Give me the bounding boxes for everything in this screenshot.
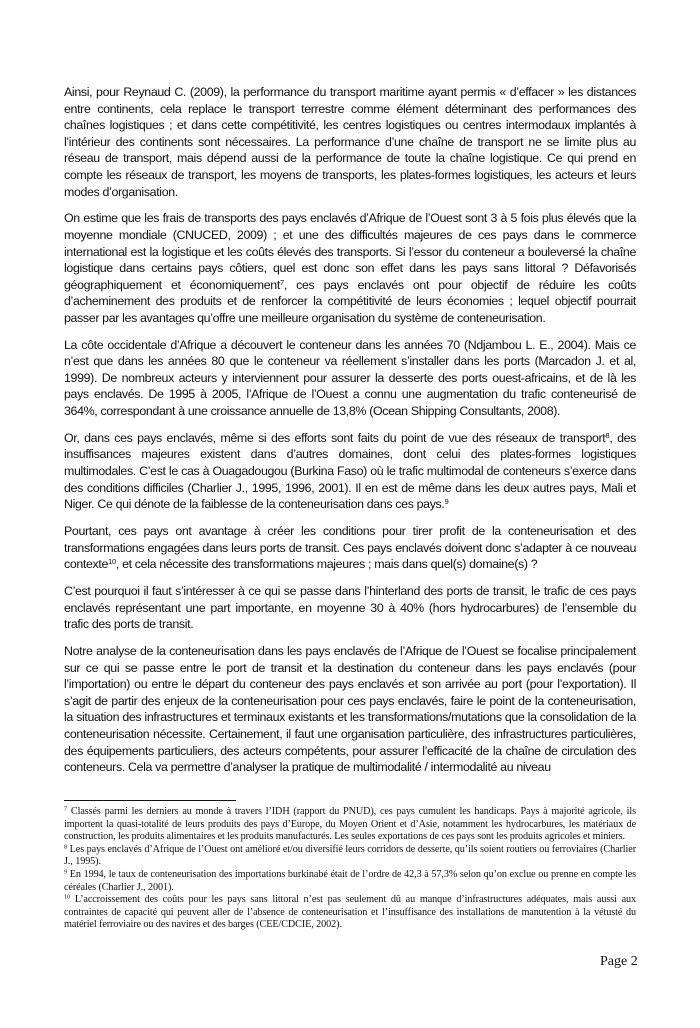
footnote-8 — [64, 844, 636, 869]
paragraph-text: Notre analyse de la conteneurisation dans les pays enclavés de l’Afrique de l’Ouest se focalise principalement sur ce qui se passe entre le port de transit et la destination du conteneur dans les pays enclavés (pour l’importation) ou entre le départ du conteneur des pays enclavés et son arrivée au port (pour l’exportation). Il s’agit de partir des enjeux de la conteneurisation pour ces pays enclavés, faire le point de la conteneurisation, la situation des infrastructures et terminaux existants et les transformations/mutations que la consolidation de la conteneurisation nécessite. Certainement, il faut une organisation particulière, des infrastructures particulières, des équipements particuliers, des acteurs compétents, pour assurer l’efficacité de la chaîne de circulation des conteneurs. Cela va permettre d’analyser la pratique de multimodalité / intermodalité au niveau — [64, 643, 636, 775]
footnote-number: 7 — [64, 805, 68, 813]
body-text — [64, 84, 636, 786]
footnote-number: 9 — [64, 868, 68, 876]
footnote-9 — [64, 869, 636, 894]
footnote-ref-8[interactable]: 8 — [605, 430, 610, 440]
paragraph-text: C’est pourquoi il faut s’intéresser à ce qui se passe dans l’hinterland des ports de transit, le trafic de ces pays enclavés représentant une part importante, en moyenne 30 à 40% (hors hydrocarbures) de l’ensemble du trafic des ports de transit. — [64, 583, 636, 632]
paragraph-3 — [64, 337, 636, 420]
footnote-text: Les pays enclavés d’Afrique de l’Ouest ont amélioré et/ou diversifié leurs corridors de desserte, qu’ils soient routiers ou ferroviaires (Charlier J., 1995). — [64, 843, 636, 868]
paragraph-7 — [64, 643, 636, 776]
footnote-number: 10 — [64, 893, 71, 901]
paragraph-text: On estime que les frais de transports des pays enclavés d’Afrique de l’Ouest sont 3 à 5 fois plus élevés que la moyenne mondiale (CNUCED, 2009) ; et une des difficultés majeures de ces pays dans le commerce international est la logistique et les coûts élevés des transports. Si l’essor du conteneur a bouleversé la chaîne logistique dans certains pays côtiers, quel est donc son effet dans les pays sans littoral ? Défavorisés géographiquement et économiquement — [64, 211, 636, 292]
footnote-text: Classés parmi les derniers au monde à travers l’IDH (rapport du PNUD), ces pays cumulent les handicaps. Pays à majorité agricole, ils importent la quasi-totalité de leurs produits des pays d’Europe, du Moyen Orient et d’Asie, notamment les hydrocarbures, les matériaux de construction, les produits alimentaires et les produits manufacturés. Les seules exportations de ces pays sont les produits agricoles et miniers. — [64, 806, 636, 843]
footnote-ref-7[interactable]: 7 — [279, 277, 284, 287]
footnote-separator — [64, 800, 236, 801]
footnote-text: L’accroissement des coûts pour les pays sans littoral n’est pas seulement dû au manque d’infrastructures adéquates, mais aussi aux contraintes de capacité qui peuvent aller de l’absence de conteneurisation et l’insuffisance des installations de manutention à la vétusté du matériel ferroviaire ou des navires et des barges (CEE/CDCIE, 2002). — [64, 894, 636, 931]
paragraph-text: Ainsi, pour Reynaud C. (2009), la performance du transport maritime ayant permis « d’effacer » les distances entre continents, cela replace le transport terrestre comme élément déterminant des performances des chaînes logistiques ; et dans cette compétitivité, les centres logistiques ou centres intermodaux implantés à l’intérieur des continents sont nécessaires. La performance d’une chaîne de transport ne se limite plus au réseau de transport, mais dépend aussi de la performance de toute la chaîne logistique. Ce qui prend en compte les réseaux de transport, les moyens de transports, les plates-formes logistiques, les acteurs et leurs modes d’organisation. — [64, 85, 636, 199]
footnote-7 — [64, 806, 636, 844]
paragraph-text: Pourtant, ces pays ont avantage à créer les conditions pour tirer profit de la conteneurisation et des transformations engagées dans leurs ports de transit. Ces pays enclavés doivent donc s’adapter à ce nouveau contexte — [64, 524, 636, 572]
page-number: Page 2 — [600, 954, 638, 969]
footnote-10 — [64, 894, 636, 932]
paragraph-6 — [64, 583, 636, 633]
paragraph-2 — [64, 210, 636, 326]
footnotes — [64, 806, 636, 932]
footnote-ref-9[interactable]: 9 — [444, 497, 449, 506]
paragraph-text: La côte occidentale d’Afrique a découvert le conteneur dans les années 70 (Ndjambou L. E., 2004). Mais ce n’est que dans les années 80 que le conteneur va réellement s’installer dans les ports (Marcadon J. et al, 1999). De nombreux acteurs y interviennent pour assurer la desserte des ports ouest-africains, et de là les pays enclavés. De 1995 à 2005, l’Afrique de l’Ouest a connu une augmentation du trafic conteneurisé de 364%, correspondant à une croissance annuelle de 13,8% (Ocean Shipping Consultants, 2008). — [64, 337, 636, 419]
footnote-ref-10[interactable]: 10 — [108, 556, 116, 566]
paragraph-text: , et cela nécessite des transformations majeures ; mais dans quel(s) domaine(s) ? — [115, 557, 538, 572]
paragraph-text: , ces pays enclavés ont pour objectif de réduire les coûts d’acheminement des produits et de renforcer la compétitivité de leurs économies ; lequel objectif pourrait passer par les avantages qu’offre une meilleure organisation du système de conteneurisation. — [64, 277, 636, 325]
paragraph-text: , des insuffisances majeures existent dans d’autres domaines, dont celui des plates-formes logistiques multimodales. C’est le cas à Ouagadougou (Burkina Faso) où le trafic multimodal de conteneurs s’exerce dans des conditions difficiles (Charlier J., 1995, 1996, 2001). Il en est de même dans les deux autres pays, Mali et Niger. Ce qui dénote de la faiblesse de la conteneurisation dans ces pays. — [64, 430, 636, 512]
footnote-text: En 1994, le taux de conteneurisation des importations burkinabé était de l’ordre de 42,3 à 57,3% selon qu’on exclue ou prenne en compte les céréales (Charlier J., 2001). — [64, 868, 636, 893]
paragraph-text: Or, dans ces pays enclavés, même si des efforts sont faits du point de vue des réseaux de transport — [64, 430, 606, 445]
paragraph-5 — [64, 523, 636, 573]
paragraph-4 — [64, 430, 636, 513]
footnote-number: 8 — [64, 843, 68, 851]
paragraph-1 — [64, 84, 636, 200]
